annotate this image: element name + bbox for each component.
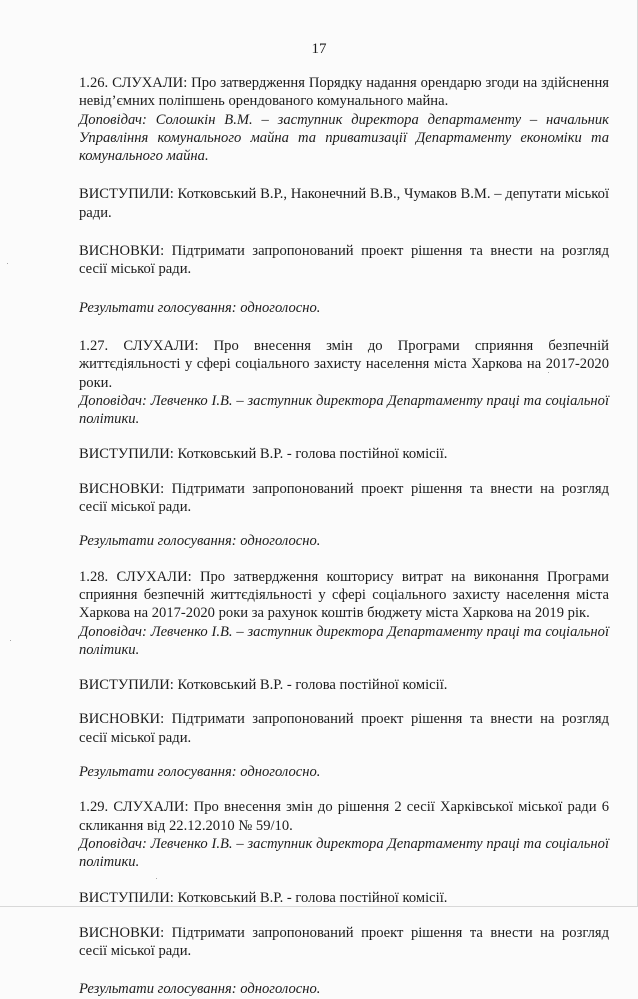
agenda-item-1-26 xyxy=(79,74,609,317)
conclusions-text: ВИСНОВКИ: Підтримати запропонований проект рішення та внести на розгляд сесії міської ради. xyxy=(79,243,609,278)
agenda-item-1-27 xyxy=(79,337,609,551)
scan-speck xyxy=(10,640,11,641)
minutes-body xyxy=(79,74,609,999)
heard-text: 1.27. СЛУХАЛИ: Про внесення змін до Програми сприяння безпечній життєдіяльності у сфері соціального захисту населення міста Харкова на 2017-2020 роки. xyxy=(79,337,609,391)
vote-result: Результати голосування: одноголосно. xyxy=(79,533,321,550)
scan-speck xyxy=(7,263,8,264)
vote-result: Результати голосування: одноголосно. xyxy=(79,299,321,316)
conclusions-text: ВИСНОВКИ: Підтримати запропонований проект рішення та внести на розгляд сесії міської ради. xyxy=(79,711,609,746)
rapporteur-text: Доповідач: Левченко І.В. – заступник директора Департаменту праці та соціальної політики. xyxy=(79,835,609,871)
rapporteur-text: Доповідач: Левченко І.В. – заступник директора Департаменту праці та соціальної політики. xyxy=(79,623,609,658)
agenda-item-1-28 xyxy=(79,568,609,782)
spoke-text: ВИСТУПИЛИ: Котковський В.Р. - голова постійної комісії. xyxy=(79,889,448,906)
heard-text: 1.26. СЛУХАЛИ: Про затвердження Порядку надання орендарю згоди на здійснення невід’ємних поліпшень орендованого комунального майна. xyxy=(79,75,609,110)
heard-text: 1.28. СЛУХАЛИ: Про затвердження кошторису витрат на виконання Програми сприяння безпечній життєдіяльності у сфері соціального захисту населення міста Харкова на 2017-2020 роки за рахунок коштів бюджету міста Харкова на 2019 рік. xyxy=(79,568,609,622)
rapporteur-text: Доповідач: Солошкін В.М. – заступник директора департаменту – начальник Управління комунального майна та приватизації Департаменту економіки та комунального майна. xyxy=(79,111,609,165)
vote-result: Результати голосування: одноголосно. xyxy=(79,764,321,781)
rapporteur-text: Доповідач: Левченко І.В. – заступник директора Департаменту праці та соціальної політики. xyxy=(79,392,609,428)
conclusions-text: ВИСНОВКИ: Підтримати запропонований проект рішення та внести на розгляд сесії міської ради. xyxy=(79,480,609,516)
spoke-text: ВИСТУПИЛИ: Котковський В.Р., Наконечний В.В., Чумаков В.М. – депутати міської ради. xyxy=(79,186,609,221)
spoke-text: ВИСТУПИЛИ: Котковський В.Р. - голова постійної комісії. xyxy=(79,677,448,694)
vote-result: Результати голосування: одноголосно. xyxy=(79,981,321,998)
page-number: 17 xyxy=(311,41,327,57)
heard-text: 1.29. СЛУХАЛИ: Про внесення змін до рішення 2 сесії Харківської міської ради 6 скликання від 22.12.2010 № 59/10. xyxy=(79,799,609,834)
agenda-item-1-29 xyxy=(79,798,609,998)
spoke-text: ВИСТУПИЛИ: Котковський В.Р. - голова постійної комісії. xyxy=(79,446,448,463)
conclusions-text: ВИСНОВКИ: Підтримати запропонований проект рішення та внести на розгляд сесії міської ради. xyxy=(79,924,609,960)
